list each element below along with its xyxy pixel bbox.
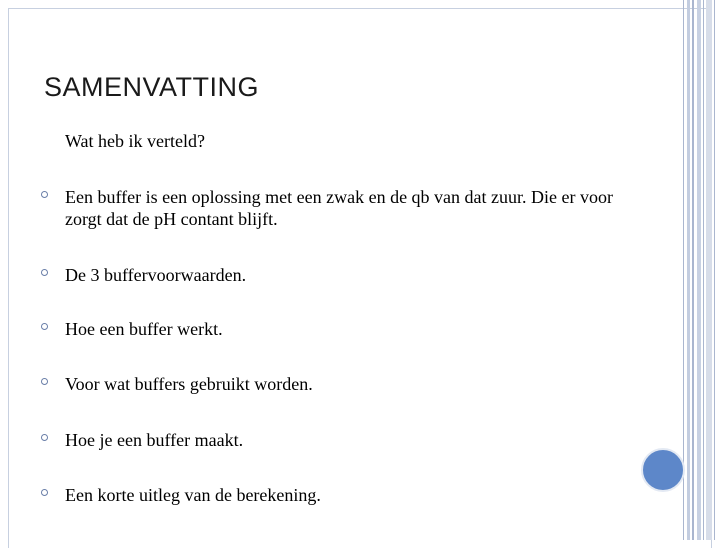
bullet-icon xyxy=(41,269,48,276)
bullet-icon xyxy=(41,489,48,496)
decor-stripe xyxy=(687,0,690,540)
decor-stripe xyxy=(683,0,684,540)
bullet-text: Een korte uitleg van de berekening. xyxy=(65,485,321,505)
bullet-icon xyxy=(41,434,48,441)
decor-circle xyxy=(641,448,685,492)
decor-stripe xyxy=(697,0,701,540)
bullet-text: De 3 buffervoorwaarden. xyxy=(65,265,247,285)
bullet-icon xyxy=(41,323,48,330)
bullet-text: Hoe een buffer werkt. xyxy=(65,319,223,339)
slide-title: SAMENVATTING xyxy=(44,72,260,102)
slide-subtitle: Wat heb ik verteld? xyxy=(65,131,205,151)
decor-stripe xyxy=(692,0,694,540)
decor-stripe xyxy=(714,0,715,540)
bullet-text: Hoe je een buffer maakt. xyxy=(65,430,244,450)
bullet-text: Voor wat buffers gebruikt worden. xyxy=(65,374,313,394)
bullet-text: Een buffer is een oplossing met een zwak en de qb van dat zuur. Die er voor zorgt dat de pH contant blijft. xyxy=(65,187,613,229)
decor-stripe xyxy=(703,0,704,540)
bullet-icon xyxy=(41,378,48,385)
decor-stripe xyxy=(706,0,712,540)
bullet-icon xyxy=(41,191,48,198)
